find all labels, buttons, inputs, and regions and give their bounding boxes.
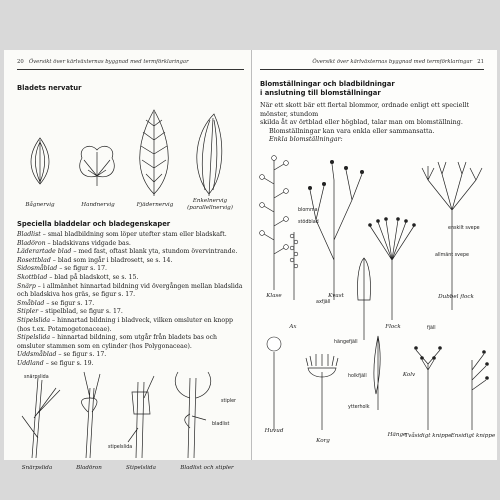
leaf-fjadernervig — [140, 110, 169, 196]
label-blomma: blomma — [298, 208, 318, 213]
label-stodblad: stödblad — [298, 220, 319, 225]
intro-line: Blomställningar kan vara enkla eller sammansatta. — [269, 126, 435, 135]
label-bladlist: bladlist — [212, 422, 230, 427]
definition-item: Småblad – se figur s. 17. — [17, 299, 95, 307]
leaf-venation-figures — [4, 96, 252, 196]
right-running-head-text: Översikt över kärlväxternas byggnad med termförklaringar — [312, 59, 473, 65]
label-ytterholk: ytterholk — [348, 405, 370, 410]
intro-line: skilda åt av örtblad eller högblad, talar man om blomställning. — [260, 118, 463, 126]
caption-klase: Klase — [266, 293, 282, 299]
definition-item: Skottblad – blad på bladskott, se s. 15. — [17, 273, 139, 281]
figure-tvasidigt-knippe — [414, 346, 442, 430]
caption-flock: Flock — [385, 324, 401, 330]
label-hangefjall: hängefjäll — [334, 340, 358, 345]
caption-bladoron: Bladöron — [76, 465, 102, 471]
inflorescence-figures — [252, 140, 497, 440]
figure-dubbel-flock — [422, 162, 482, 310]
label-allmant-svepe: allmänt svepe — [435, 253, 469, 258]
caption-hange: Hänge — [387, 432, 407, 438]
definition-list — [17, 231, 245, 369]
definition-item: Läderartade blad – med fast, oftast blank yta, stundom övervintrande. — [17, 248, 238, 256]
leaf-enkelnervig — [197, 114, 222, 196]
figure-bladoron — [82, 372, 101, 458]
figure-kolv — [357, 258, 370, 340]
figure-kvast — [308, 160, 364, 300]
right-page-number: 21 — [477, 59, 484, 65]
figure-huvud — [267, 337, 281, 430]
figure-ensidigt-knippe — [472, 350, 489, 430]
label-axfjall: axfjäll — [316, 300, 331, 305]
definition-item: Sidosmåblad – se figur s. 17. — [17, 265, 108, 273]
figure-hange — [374, 336, 380, 410]
caption-kvast: Kvast — [328, 293, 344, 299]
left-running-head — [17, 59, 189, 65]
definition-item: Uddland – se figur s. 19. — [17, 359, 94, 367]
caption-korg: Korg — [316, 438, 330, 444]
definition-item: Stipler – stipelblad, se figur s. 17. — [17, 308, 123, 316]
definition-item: Stipelslida – hinnartad bildning i bladveck, vilken omsluter en knopp (hos t.ex. Potamogetonaceae). — [17, 316, 234, 333]
label-stipler: stipler — [221, 399, 237, 404]
label-holkfjall: holkfjäll — [348, 374, 367, 379]
left-running-head-text: Översikt över kärlväxternas byggnad med termförklaringar — [28, 59, 189, 65]
figure-flock — [368, 217, 416, 320]
definition-item: Snärp – i allmänhet hinnartad bildning vid övergången mellan bladslida och bladskiva hos gräs, se figur s. 17. — [17, 282, 243, 299]
left-page-number: 20 — [17, 59, 24, 65]
caption-kolv: Kolv — [402, 372, 416, 378]
caption-enkelnervig: Enkelnervig — [192, 198, 228, 204]
intro-text — [260, 101, 485, 144]
definition-item: Uddsmåblad – se figur s. 17. — [17, 351, 107, 359]
left-header-rule — [17, 69, 244, 70]
definition-item: Stipelslida – hinnartad bildning, som utgår från bladets bas och omsluter stammen som en cylinder (hos Polygonaceae). — [17, 334, 218, 350]
section-heading-venation: Bladets nervatur — [17, 84, 82, 92]
caption-bagnervig: Bågnervig — [25, 202, 55, 208]
figure-bladlist-stipler — [175, 372, 210, 458]
caption-ensidigt-knippe: Ensidigt knippe — [450, 433, 496, 439]
caption-tvasidigt-knippe: Tvåsidigt knippe — [404, 433, 452, 439]
caption-ax: Ax — [289, 324, 297, 330]
right-header-rule — [260, 69, 484, 70]
definition-item: Bladlist – smal bladbildning som löper utefter stam eller bladskaft. — [17, 231, 227, 238]
leaf-bagnervig — [31, 138, 49, 184]
label-stipelslida: stipelslida — [108, 445, 133, 450]
figure-snarpslida — [22, 378, 60, 458]
figure-ax — [290, 232, 298, 300]
left-page — [4, 50, 252, 471]
section-heading-leaf-parts: Speciella bladdelar och bladegenskaper — [17, 220, 171, 228]
caption-fjadernervig: Fjädernervig — [136, 202, 174, 208]
intro-line: När ett skott bär ett flertal blommor, ordnade enligt ett speciellt mönster, stundom — [260, 101, 470, 118]
label-fjall: fjäll — [427, 326, 436, 331]
figure-korg — [306, 354, 338, 430]
caption-handnervig: Handnervig — [81, 202, 115, 208]
right-running-head — [312, 59, 484, 65]
label-snarpslida: snärpslida — [24, 375, 49, 380]
definition-item: Bladöron – bladskivans vidgade bas. — [17, 239, 131, 247]
figure-klase — [260, 156, 289, 290]
caption-snarpslida: Snärpslida — [21, 465, 53, 471]
caption-bladlist-stipler: Bladlist och stipler — [180, 465, 234, 471]
leaf-handnervig — [80, 146, 115, 186]
caption-parallellnervig: (parallellnervig) — [187, 205, 233, 211]
caption-huvud: Huvud — [264, 428, 284, 434]
intro-line: Enkla blomställningar: — [269, 135, 343, 143]
label-enskilt-svepe: enskilt svepe — [448, 226, 480, 231]
heading-inflorescences-line2: i anslutning till blomställningar — [260, 89, 381, 97]
definition-item: Rosettblad – blad som ingår i bladrosett, se s. 14. — [17, 256, 173, 264]
right-page — [252, 50, 497, 460]
caption-dubbel-flock: Dubbel flock — [438, 294, 474, 300]
heading-inflorescences-line1: Blomställningar och bladbildningar — [260, 80, 395, 88]
caption-stipelslida: Stipelslida — [126, 465, 156, 471]
